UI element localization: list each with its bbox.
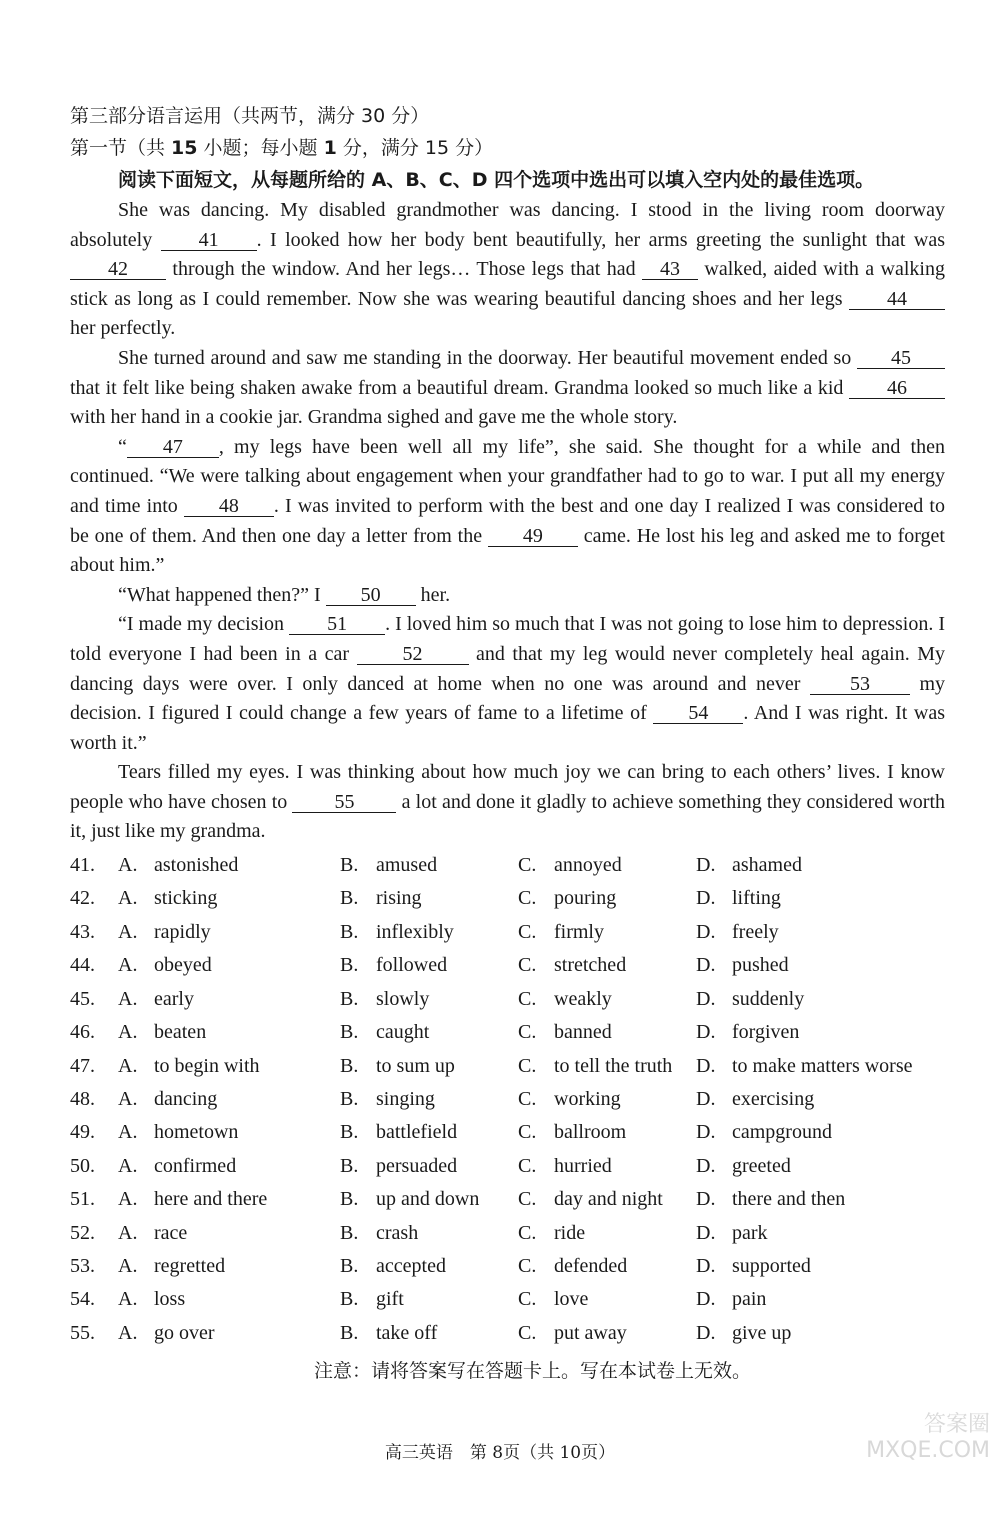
option-text: hometown (154, 1121, 239, 1144)
option-c (518, 1317, 696, 1350)
option-letter: B. (340, 987, 359, 1010)
blank-54: 54 (653, 703, 743, 724)
option-b (340, 849, 518, 882)
option-letter: C. (518, 1154, 537, 1177)
option-letter: D. (696, 1254, 716, 1277)
option-text: accepted (376, 1254, 446, 1277)
option-d (696, 1016, 945, 1049)
option-row (70, 1183, 945, 1216)
option-d (696, 1050, 945, 1083)
option-d (696, 949, 945, 982)
passage-paragraph: She turned around and saw me standing in the doorway. Her beautiful movement ended so 45 that it felt like being shaken awake from a beautiful dream. Grandma looked so much like a kid 46 with her hand in a cookie jar. Grandma sighed and gave me the whole story. (70, 344, 945, 433)
question-number: 42. (70, 887, 95, 910)
option-text: hurried (554, 1154, 612, 1177)
option-b (340, 1183, 518, 1216)
option-row (70, 1317, 945, 1350)
option-text: exercising (732, 1087, 815, 1110)
option-letter: B. (340, 854, 359, 877)
option-letter: C. (518, 1321, 537, 1344)
blank-41: 41 (161, 230, 257, 251)
option-letter: C. (518, 887, 537, 910)
option-d (696, 916, 945, 949)
option-letter: C. (518, 1288, 537, 1311)
option-a (118, 916, 340, 949)
option-letter: D. (696, 887, 716, 910)
blank-45: 45 (857, 348, 945, 369)
option-letter: C. (518, 954, 537, 977)
option-a (118, 983, 340, 1016)
option-row (70, 1083, 945, 1116)
option-text: dancing (154, 1087, 218, 1110)
option-letter: D. (696, 987, 716, 1010)
option-letter: B. (340, 1054, 359, 1077)
option-letter: A. (118, 1087, 138, 1110)
option-letter: D. (696, 920, 716, 943)
option-letter: A. (118, 954, 138, 977)
option-d (696, 882, 945, 915)
option-text: campground (732, 1121, 832, 1144)
option-c (518, 1183, 696, 1216)
option-text: annoyed (554, 854, 622, 877)
option-b (340, 949, 518, 982)
option-text: amused (376, 854, 438, 877)
option-letter: B. (340, 1254, 359, 1277)
option-text: supported (732, 1254, 811, 1277)
option-c (518, 882, 696, 915)
option-letter: C. (518, 1254, 537, 1277)
option-d (696, 1250, 945, 1283)
option-letter: A. (118, 1121, 138, 1144)
answer-note: 注意：请将答案写在答题卡上。写在本试卷上无效。 (313, 1360, 751, 1383)
option-letter: D. (696, 1221, 716, 1244)
option-a (118, 1283, 340, 1316)
option-letter: D. (696, 1087, 716, 1110)
instruction: 阅读下面短文，从每题所给的 A、B、C、D 四个选项中选出可以填入空内处的最佳选项。 (118, 169, 875, 191)
blank-51: 51 (289, 614, 385, 635)
option-letter: B. (340, 887, 359, 910)
option-b (340, 1150, 518, 1183)
option-letter: A. (118, 1288, 138, 1311)
option-a (118, 849, 340, 882)
option-text: astonished (154, 854, 239, 877)
option-d (696, 983, 945, 1016)
option-a (118, 1016, 340, 1049)
option-text: up and down (376, 1188, 480, 1211)
option-text: ride (554, 1221, 586, 1244)
option-row (70, 1283, 945, 1316)
option-row (70, 949, 945, 982)
option-row (70, 916, 945, 949)
option-text: to make matters worse (732, 1054, 913, 1077)
option-b (340, 1083, 518, 1116)
option-letter: C. (518, 1221, 537, 1244)
option-letter: B. (340, 1021, 359, 1044)
question-number: 51. (70, 1188, 95, 1211)
option-text: go over (154, 1321, 215, 1344)
blank-43: 43 (642, 259, 698, 280)
blank-50: 50 (326, 585, 416, 606)
option-a (118, 1150, 340, 1183)
option-letter: B. (340, 1221, 359, 1244)
blank-49: 49 (488, 526, 578, 547)
option-letter: C. (518, 1087, 537, 1110)
option-text: love (554, 1288, 589, 1311)
option-row (70, 1016, 945, 1049)
option-b (340, 1250, 518, 1283)
option-text: regretted (154, 1254, 226, 1277)
option-text: there and then (732, 1188, 846, 1211)
option-letter: C. (518, 854, 537, 877)
option-c (518, 1283, 696, 1316)
option-b (340, 1016, 518, 1049)
option-b (340, 1283, 518, 1316)
option-letter: A. (118, 1321, 138, 1344)
page-footer: 高三英语 第 8页（共 10页） (384, 1443, 616, 1463)
option-letter: A. (118, 1154, 138, 1177)
passage-paragraph: Tears filled my eyes. I was thinking about how much joy we can bring to each others’ lives. I know people who have chosen to 55 a lot and done it gladly to achieve something they considered worth it, just like my grandma. (70, 761, 945, 843)
option-letter: A. (118, 1054, 138, 1077)
option-letter: B. (340, 1154, 359, 1177)
blank-52: 52 (357, 644, 469, 665)
question-number: 50. (70, 1154, 95, 1177)
option-text: gift (376, 1288, 404, 1311)
blank-42: 42 (70, 259, 166, 280)
option-row (70, 882, 945, 915)
option-letter: A. (118, 1254, 138, 1277)
option-text: pain (732, 1288, 767, 1311)
question-number: 54. (70, 1288, 95, 1311)
option-row (70, 1250, 945, 1283)
blank-44: 44 (849, 289, 945, 310)
option-text: loss (154, 1288, 186, 1311)
question-number: 43. (70, 920, 95, 943)
option-a (118, 1050, 340, 1083)
option-letter: B. (340, 920, 359, 943)
option-text: lifting (732, 887, 781, 910)
option-text: to begin with (154, 1054, 260, 1077)
option-d (696, 1317, 945, 1350)
option-c (518, 1116, 696, 1149)
option-text: firmly (554, 920, 604, 943)
option-text: obeyed (154, 954, 212, 977)
question-number: 55. (70, 1321, 95, 1344)
option-text: battlefield (376, 1121, 458, 1144)
option-text: pouring (554, 887, 617, 910)
option-letter: B. (340, 1188, 359, 1211)
question-number: 41. (70, 854, 95, 877)
question-number: 44. (70, 954, 95, 977)
option-letter: D. (696, 1321, 716, 1344)
option-a (118, 882, 340, 915)
watermark-logo: 答案圈 MXQE.COM (866, 1412, 990, 1463)
option-letter: C. (518, 920, 537, 943)
option-d (696, 1217, 945, 1250)
option-b (340, 1317, 518, 1350)
option-letter: A. (118, 920, 138, 943)
option-letter: C. (518, 1188, 537, 1211)
option-text: take off (376, 1321, 438, 1344)
option-text: singing (376, 1087, 435, 1110)
option-a (118, 1116, 340, 1149)
option-row (70, 983, 945, 1016)
option-text: here and there (154, 1188, 268, 1211)
option-c (518, 849, 696, 882)
option-text: working (554, 1087, 621, 1110)
option-letter: B. (340, 1321, 359, 1344)
option-text: race (154, 1221, 188, 1244)
part-title: 第三部分语言运用（共两节，满分 30 分） (70, 105, 430, 127)
option-b (340, 1116, 518, 1149)
option-row (70, 849, 945, 882)
option-c (518, 1150, 696, 1183)
option-letter: B. (340, 1288, 359, 1311)
option-text: park (732, 1221, 768, 1244)
option-text: pushed (732, 954, 789, 977)
blank-47: 47 (127, 437, 219, 458)
section-subtitle: 第一节（共 15 小题；每小题 1 分，满分 15 分） (70, 137, 494, 159)
option-d (696, 1283, 945, 1316)
option-c (518, 916, 696, 949)
option-text: to sum up (376, 1054, 455, 1077)
option-letter: D. (696, 1054, 716, 1077)
question-number: 48. (70, 1087, 95, 1110)
option-row (70, 1150, 945, 1183)
option-text: persuaded (376, 1154, 458, 1177)
option-letter: B. (340, 954, 359, 977)
question-number: 46. (70, 1021, 95, 1044)
blank-48: 48 (184, 496, 274, 517)
option-a (118, 1183, 340, 1216)
option-text: freely (732, 920, 779, 943)
option-letter: D. (696, 1021, 716, 1044)
option-d (696, 1150, 945, 1183)
option-text: stretched (554, 954, 627, 977)
option-text: defended (554, 1254, 628, 1277)
option-letter: A. (118, 1188, 138, 1211)
question-number: 53. (70, 1254, 95, 1277)
option-text: suddenly (732, 987, 805, 1010)
option-a (118, 1083, 340, 1116)
option-letter: A. (118, 887, 138, 910)
option-letter: D. (696, 1288, 716, 1311)
option-row (70, 1217, 945, 1250)
option-d (696, 1083, 945, 1116)
option-text: followed (376, 954, 448, 977)
option-d (696, 849, 945, 882)
option-letter: C. (518, 987, 537, 1010)
exam-page (70, 100, 945, 1388)
question-number: 47. (70, 1054, 95, 1077)
question-number: 45. (70, 987, 95, 1010)
option-c (518, 949, 696, 982)
option-b (340, 1050, 518, 1083)
option-a (118, 1250, 340, 1283)
question-number: 49. (70, 1121, 95, 1144)
option-b (340, 983, 518, 1016)
option-letter: C. (518, 1054, 537, 1077)
option-letter: D. (696, 1121, 716, 1144)
blank-55: 55 (292, 792, 396, 813)
option-d (696, 1116, 945, 1149)
option-letter: A. (118, 1021, 138, 1044)
option-c (518, 1250, 696, 1283)
option-c (518, 1050, 696, 1083)
option-text: ashamed (732, 854, 802, 877)
option-text: banned (554, 1021, 612, 1044)
passage-paragraph: “What happened then?” I 50 her. (118, 583, 451, 606)
option-c (518, 1016, 696, 1049)
blank-46: 46 (849, 378, 945, 399)
option-c (518, 1083, 696, 1116)
option-text: put away (554, 1321, 627, 1344)
option-text: confirmed (154, 1154, 237, 1177)
option-text: ballroom (554, 1121, 627, 1144)
option-text: give up (732, 1321, 792, 1344)
option-letter: B. (340, 1121, 359, 1144)
option-d (696, 1183, 945, 1216)
passage-paragraph: “ 47 , my legs have been well all my life”, she said. She thought for a while and then continued. “We were talking about engagement when your grandfather had to go to war. I put all my energy and time into 48 . I was invited to perform with the best and one day I realized I was considered to be one of them. And then one day a letter from the 49 came. He lost his leg and asked me to forget about him.” (70, 435, 945, 577)
passage-paragraph: She was dancing. My disabled grandmother was dancing. I stood in the living room doorway absolutely 41 . I looked how her body bent beautifully, her arms greeting the sunlight that was 42 through the window. And her legs… Those legs that had 43 walked, aided with a walking stick as long as I could remember. Now she was wearing beautiful dancing shoes and her legs 44 her perfectly. (70, 199, 945, 340)
question-number: 52. (70, 1221, 95, 1244)
option-b (340, 1217, 518, 1250)
option-row (70, 1116, 945, 1149)
option-text: inflexibly (376, 920, 454, 943)
option-b (340, 882, 518, 915)
option-text: greeted (732, 1154, 791, 1177)
option-text: beaten (154, 1021, 207, 1044)
option-letter: D. (696, 854, 716, 877)
option-text: crash (376, 1221, 419, 1244)
option-a (118, 949, 340, 982)
option-b (340, 916, 518, 949)
option-letter: A. (118, 1221, 138, 1244)
option-text: to tell the truth (554, 1054, 673, 1077)
option-text: rapidly (154, 920, 211, 943)
options-list (70, 849, 945, 1350)
option-letter: D. (696, 1188, 716, 1211)
option-row (70, 1050, 945, 1083)
option-text: rising (376, 887, 422, 910)
option-text: caught (376, 1021, 430, 1044)
option-a (118, 1317, 340, 1350)
option-text: early (154, 987, 194, 1010)
passage-paragraph: “I made my decision 51 . I loved him so much that I was not going to lose him to depression. I told everyone I had been in a car 52 and that my leg would never completely heal again. My dancing days were over. I only danced at home when no one was around and never 53 my decision. I figured I could change a few years of fame to a lifetime of 54 . And I was right. It was worth it.” (70, 613, 945, 754)
option-letter: C. (518, 1121, 537, 1144)
option-text: sticking (154, 887, 218, 910)
option-letter: C. (518, 1021, 537, 1044)
option-letter: A. (118, 987, 138, 1010)
option-letter: D. (696, 954, 716, 977)
option-text: forgiven (732, 1021, 800, 1044)
option-c (518, 983, 696, 1016)
option-a (118, 1217, 340, 1250)
option-letter: D. (696, 1154, 716, 1177)
option-text: day and night (554, 1188, 663, 1211)
option-text: weakly (554, 987, 612, 1010)
option-text: slowly (376, 987, 430, 1010)
option-letter: A. (118, 854, 138, 877)
option-c (518, 1217, 696, 1250)
option-letter: B. (340, 1087, 359, 1110)
blank-53: 53 (810, 674, 910, 695)
